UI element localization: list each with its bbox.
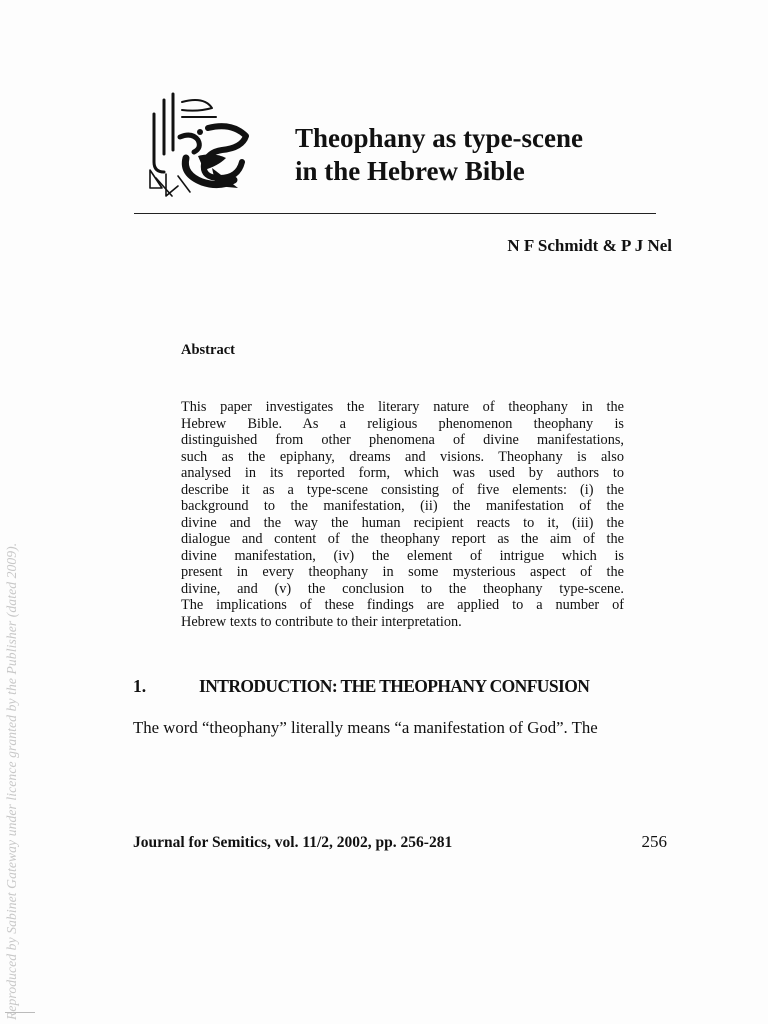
authors: N F Schmidt & P J Nel xyxy=(507,236,672,255)
abstract-line: background to the manifestation, (ii) the manifestation of the xyxy=(181,498,624,514)
publisher-watermark: Reproduced by Sabinet Gateway under licence granted by the Publisher (dated 2009). xyxy=(4,542,19,1020)
corner-mark xyxy=(5,1012,35,1013)
body-paragraph: The word “theophany” literally means “a manifestation of God”. The xyxy=(133,718,598,737)
title-divider xyxy=(134,213,656,214)
section-number: 1. xyxy=(133,676,147,696)
abstract-line: The implications of these findings are applied to a number of xyxy=(181,597,624,613)
journal-logo-icon xyxy=(142,92,252,204)
abstract-line: divine and the way the human recipient reacts to it, (iii) the xyxy=(181,514,624,531)
abstract-heading: Abstract xyxy=(181,342,235,358)
title-line-1: Theophany as type-scene xyxy=(295,123,584,153)
abstract-line: divine, and (v) the conclusion to the theophany type-scene. xyxy=(181,580,624,597)
abstract-line: distinguished from other phenomena of divine manifestations, xyxy=(181,432,624,448)
abstract-line: present in every theophany in some mysterious aspect of the xyxy=(181,564,624,580)
abstract-body xyxy=(181,399,624,630)
abstract-line: divine manifestation, (iv) the element of intrigue which is xyxy=(181,547,624,564)
abstract-line: Hebrew Bible. As a religious phenomenon theophany is xyxy=(181,415,624,432)
abstract-line: analysed in its reported form, which was used by authors to xyxy=(181,465,624,481)
abstract-line: such as the epiphany, dreams and visions. Theophany is also xyxy=(181,448,624,465)
abstract-line: dialogue and content of the theophany report as the aim of the xyxy=(181,531,624,547)
journal-citation: Journal for Semitics, vol. 11/2, 2002, pp. 256-281 xyxy=(133,834,453,851)
page-number: 256 xyxy=(641,832,667,851)
abstract-line: Hebrew texts to contribute to their interpretation. xyxy=(181,613,462,630)
abstract-line: This paper investigates the literary nature of theophany in the xyxy=(181,399,624,415)
section-title: INTRODUCTION: THE THEOPHANY CONFUSION xyxy=(199,676,590,696)
title-line-2: in the Hebrew Bible xyxy=(295,156,525,186)
abstract-line: describe it as a type-scene consisting of five elements: (i) the xyxy=(181,481,624,498)
paper-title xyxy=(295,122,675,188)
